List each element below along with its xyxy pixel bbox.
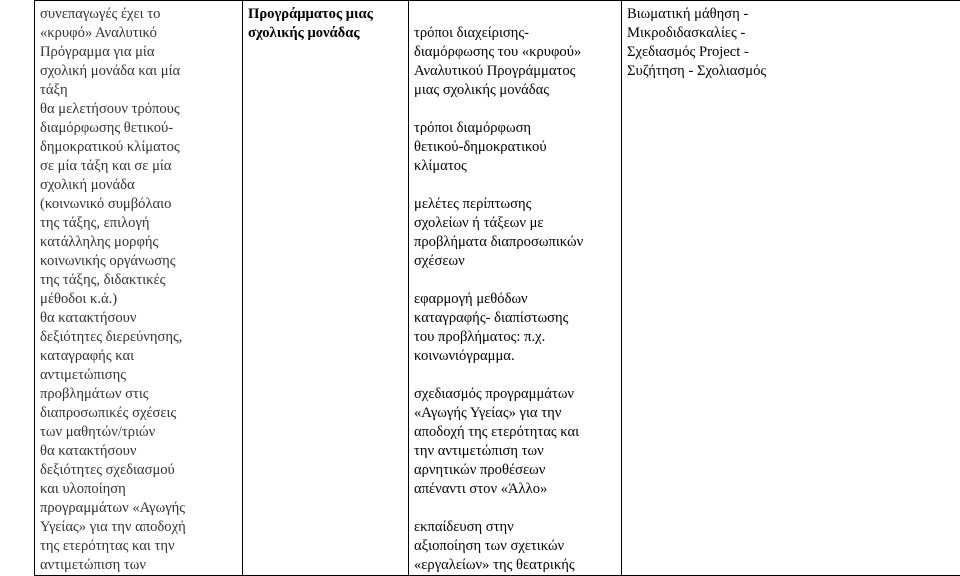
text-line: την αντιμετώπιση των	[414, 442, 616, 461]
text-line: Αναλυτικού Προγράμματος	[414, 62, 616, 81]
text-line: των μαθητών/τριών	[40, 423, 237, 442]
text-line: μιας σχολικής μονάδας	[414, 81, 616, 100]
text-line: Μικροδιδασκαλίες -	[627, 24, 957, 43]
list-item: • μελέτες περίπτωσης	[414, 195, 616, 214]
text-line: Συζήτηση - Σχολιασμός	[627, 62, 957, 81]
list-item: • θα κατακτήσουν	[40, 309, 237, 328]
text-line: τάξη	[40, 81, 237, 100]
text-line: διαμόρφωσης θετικού-	[40, 119, 237, 138]
syllabus-table	[34, 0, 960, 576]
text-line: προβλημάτων στις	[40, 385, 237, 404]
content-cell	[409, 1, 622, 576]
text-line: δημοκρατικού κλίματος	[40, 138, 237, 157]
text-line: σχολικής μονάδας	[248, 24, 403, 43]
text-line: (κοινωνικό συμβόλαιο	[40, 195, 237, 214]
list-item: • σχεδιασμός προγραμμάτων	[414, 385, 616, 404]
text-line: σχέσεων	[414, 252, 616, 271]
text-line: συνεπαγωγές έχει το	[40, 5, 237, 24]
text-line: κατάλληλης μορφής	[40, 233, 237, 252]
text-line: «εργαλείων» της θεατρικής	[414, 556, 616, 575]
list-item: • τρόποι διαχείρισης-	[414, 24, 616, 43]
text-line: «Αγωγής Υγείας» για την	[414, 404, 616, 423]
text-line: καταγραφής- διαπίστωσης	[414, 309, 616, 328]
text-line: Προγράμματος μιας	[248, 5, 403, 24]
text-line: δεξιότητες σχεδιασμού	[40, 461, 237, 480]
text-line: Σχεδιασμός Project -	[627, 43, 957, 62]
table-row	[35, 1, 960, 576]
text-line: καταγραφής και	[40, 347, 237, 366]
text-line: αντιμετώπισης	[40, 366, 237, 385]
list-item: • θα μελετήσουν τρόπους	[40, 100, 237, 119]
text-line: σχολείων ή τάξεων με	[414, 214, 616, 233]
text-line: αποδοχή της ετερότητας και	[414, 423, 616, 442]
text-line: της τάξης, επιλογή	[40, 214, 237, 233]
text-line: και υλοποίηση	[40, 480, 237, 499]
text-line: Πρόγραμμα για μία	[40, 43, 237, 62]
text-line: αρνητικών προθέσεων	[414, 461, 616, 480]
text-line: αντιμετώπιση των	[40, 556, 237, 575]
text-line: κοινωνικής οργάνωσης	[40, 252, 237, 271]
text-line: «κρυφό» Αναλυτικό	[40, 24, 237, 43]
text-line: προβλήματα διαπροσωπικών	[414, 233, 616, 252]
text-line: αξιοποίηση των σχετικών	[414, 537, 616, 556]
text-line: προγραμμάτων «Αγωγής	[40, 499, 237, 518]
text-line: θετικού-δημοκρατικού	[414, 138, 616, 157]
text-line: διαπροσωπικές σχέσεις	[40, 404, 237, 423]
list-item: • εκπαίδευση στην	[414, 518, 616, 537]
list-item: • θα κατακτήσουν	[40, 442, 237, 461]
text-line: διαμόρφωσης του «κρυφού»	[414, 43, 616, 62]
text-line: απέναντι στον «Άλλο»	[414, 480, 616, 499]
text-line: Υγείας» για την αποδοχή	[40, 518, 237, 537]
text-line: σχολική μονάδα	[40, 176, 237, 195]
module-title-cell	[243, 1, 409, 576]
text-line: κλίματος	[414, 157, 616, 176]
text-line: της ετερότητας και την	[40, 537, 237, 556]
teaching-methods-cell	[622, 1, 960, 576]
list-item: • εφαρμογή μεθόδων	[414, 290, 616, 309]
learning-outcomes-cell	[35, 1, 243, 576]
text-line: σε μία τάξη και σε μία	[40, 157, 237, 176]
text-line: μέθοδοι κ.ά.)	[40, 290, 237, 309]
text-line: κοινωνιόγραμμα.	[414, 347, 616, 366]
text-line: Βιωματική μάθηση -	[627, 5, 957, 24]
text-line: σχολική μονάδα και μία	[40, 62, 237, 81]
list-item: • τρόποι διαμόρφωση	[414, 119, 616, 138]
text-line: δεξιότητες διερεύνησης,	[40, 328, 237, 347]
text-line: του προβλήματος: π.χ.	[414, 328, 616, 347]
text-line: της τάξης, διδακτικές	[40, 271, 237, 290]
